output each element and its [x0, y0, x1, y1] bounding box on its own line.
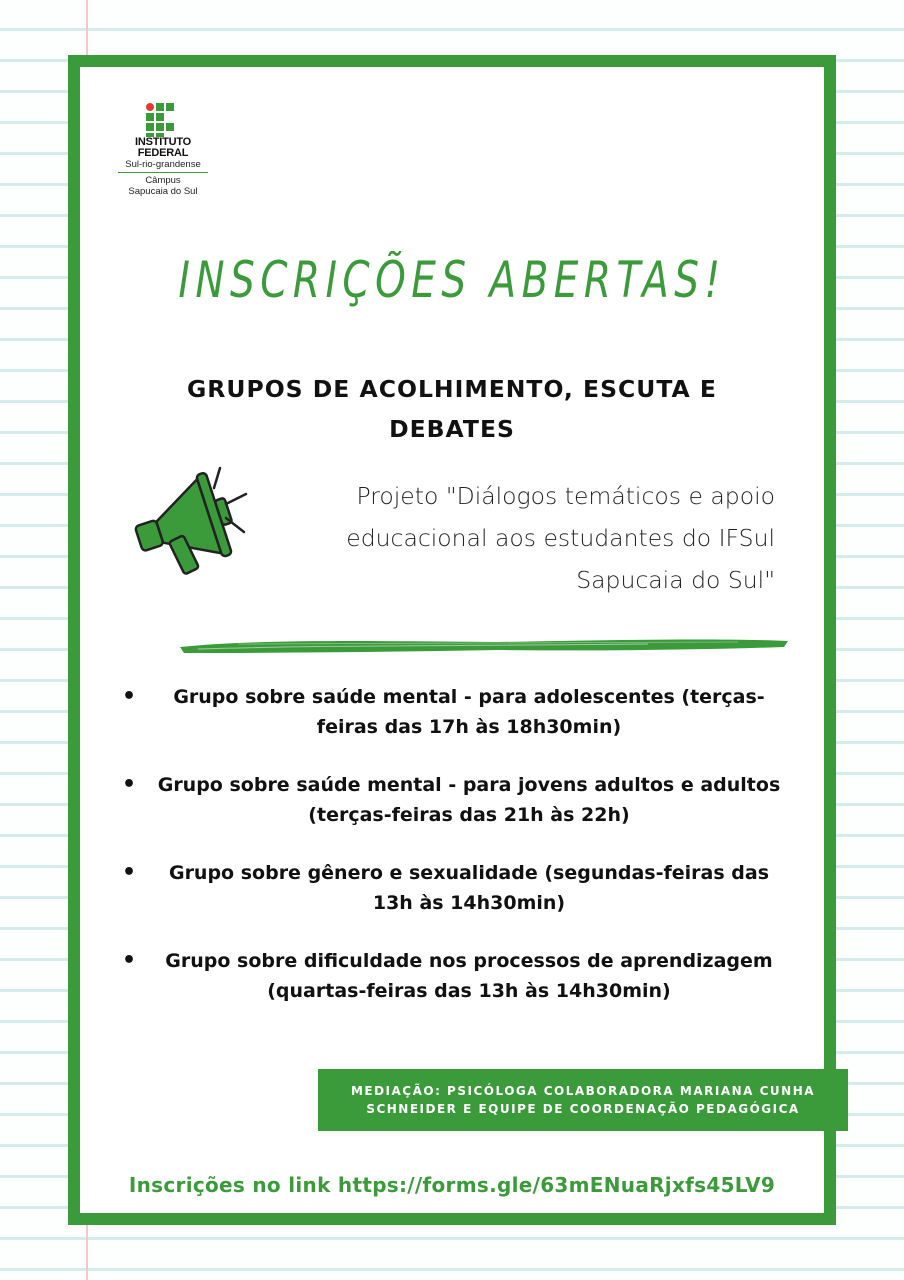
list-item: [114, 770, 824, 830]
list-item: [114, 858, 824, 918]
subtitle-line-1: GRUPOS DE ACOLHIMENTO, ESCUTA E: [187, 375, 717, 403]
mediation-line-2: SCHNEIDER E EQUIPE DE COORDENAÇÃO PEDAGÓGICA: [366, 1102, 800, 1116]
bullet-icon: •: [122, 860, 137, 885]
group-line-2: (terças-feiras das 21h às 22h): [308, 804, 630, 826]
logo-sul-rio-grandense: Sul-rio-grandense: [118, 159, 208, 173]
ifsul-logo: [118, 103, 208, 197]
bullet-icon: •: [122, 684, 137, 709]
mediation-line-1: MEDIAÇÃO: PSICÓLOGA COLABORADORA MARIANA CUNHA: [350, 1084, 816, 1098]
groups-list: [114, 682, 824, 1034]
list-item: [114, 946, 824, 1006]
group-line-1: Grupo sobre dificuldade nos processos de aprendizagem: [165, 950, 773, 972]
project-description: [275, 475, 775, 601]
ifsul-logo-icon: [146, 103, 180, 137]
mediation-banner: [318, 1069, 848, 1131]
group-line-1: Grupo sobre saúde mental - para adolescentes (terças-: [173, 686, 765, 708]
project-line-1: Projeto "Diálogos temáticos e apoio: [356, 482, 775, 510]
logo-campus: Câmpus: [145, 175, 181, 186]
logo-instituto: INSTITUTO: [134, 136, 192, 148]
group-line-1: Grupo sobre gênero e sexualidade (segundas-feiras das: [168, 862, 770, 884]
bullet-icon: •: [122, 948, 137, 973]
megaphone-icon: [128, 462, 258, 586]
group-line-2: 13h às 14h30min): [372, 892, 566, 914]
logo-campus-name: Sapucaia do Sul: [128, 186, 198, 197]
group-line-2: (quartas-feiras das 13h às 14h30min): [267, 980, 671, 1002]
project-line-3: Sapucaia do Sul": [576, 566, 775, 594]
bullet-icon: •: [122, 772, 137, 797]
poster-frame: [68, 55, 836, 1225]
group-line-1: Grupo sobre saúde mental - para jovens adultos e adultos: [157, 774, 781, 796]
project-line-2: educacional aos estudantes do IFSul: [346, 524, 775, 552]
group-line-2: feiras das 17h às 18h30min): [316, 716, 622, 738]
logo-federal: FEDERAL: [137, 147, 189, 159]
headline: INSCRIÇÕES ABERTAS!: [178, 251, 726, 309]
list-item: [114, 682, 824, 742]
subtitle: [120, 369, 784, 449]
registration-link[interactable]: Inscrições no link https://forms.gle/63mENuaRjxfs45LV9: [128, 1173, 776, 1197]
subtitle-line-2: DEBATES: [389, 415, 515, 443]
brush-stroke-divider: [178, 635, 790, 661]
